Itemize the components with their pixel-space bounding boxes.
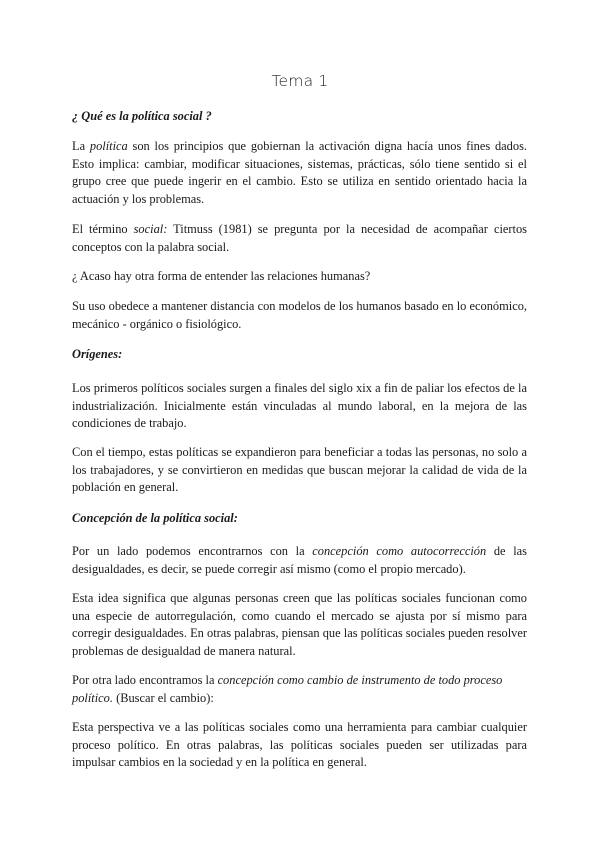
italic-term: social:	[133, 222, 168, 236]
paragraph-autocorreccion	[72, 543, 527, 578]
paragraph-perspectiva: Esta perspectiva ve a las políticas sociales como una herramienta para cambiar cualquier proceso político. En otras palabras, las políticas sociales pueden ser utilizadas para impulsar cambios en la sociedad y en la política en general.	[72, 720, 527, 770]
paragraph-con-el-tiempo: Con el tiempo, estas políticas se expandieron para beneficiar a todas las personas, no solo a los trabajadores, y se convirtieron en medidas que buscan mejorar la calidad de vida de la población en general.	[72, 445, 527, 495]
text-run: (Buscar el cambio):	[112, 690, 214, 705]
paragraph-politica-definition	[72, 138, 527, 208]
text-run: de las desigualdades, es decir, se puede corregir así mismo (como el propio mercado).	[72, 544, 527, 576]
text-run: La	[72, 139, 90, 153]
section-heading-que-es: ¿ Qué es la política social ?	[72, 109, 212, 123]
italic-term: concepción como autocorrección	[312, 544, 487, 558]
italic-term: política	[89, 139, 128, 153]
text-run: Por un lado podemos encontrarnos con la	[72, 544, 313, 558]
text-run: El término	[72, 222, 134, 236]
paragraph-su-uso: Su uso obedece a mantener distancia con modelos de los humanos basado en lo económico, mecánico - orgánico o fisiológico.	[72, 299, 527, 331]
section-heading-concepcion: Concepción de la política social:	[72, 511, 238, 525]
paragraph-primeros-politicos: Los primeros políticos sociales surgen a finales del siglo xix a fin de paliar los efectos de la industrialización. Inicialmente están vinculadas al mundo laboral, en la mejora de las condiciones de trabajo.	[72, 381, 527, 431]
paragraph-termino-social	[72, 221, 527, 256]
paragraph-cambio-instrumento	[72, 672, 527, 707]
italic-term: concepción como cambio de instrumento de todo proceso político.	[72, 673, 503, 705]
text-run: Por otra lado encontramos la	[72, 673, 218, 687]
paragraph-autorregulacion: Esta idea significa que algunas personas creen que las políticas sociales funcionan como una especie de autorregulación, como cuando el mercado se ajusta por sí mismo para corregir desigualdades. En otras palabras, piensan que las políticas sociales pueden resolver problemas de desigualdad de manera natural.	[72, 591, 527, 658]
text-run: Titmuss (1981) se pregunta por la necesidad de acompañar ciertos conceptos con la palabra social.	[72, 222, 527, 254]
paragraph-question: ¿ Acaso hay otra forma de entender las relaciones humanas?	[72, 269, 371, 283]
page-title: Tema 1	[271, 72, 329, 90]
text-run: son los principios que gobiernan la activación digna hacía unos fines dados. Esto implica: cambiar, modificar situaciones, sistemas, prácticas, sólo tiene sentido si el grupo cree que puede ingerir en el cambio. Esto se utiliza en sentido orientado hacia la actuación y los problemas.	[72, 139, 527, 206]
section-heading-origenes: Orígenes:	[72, 347, 123, 361]
